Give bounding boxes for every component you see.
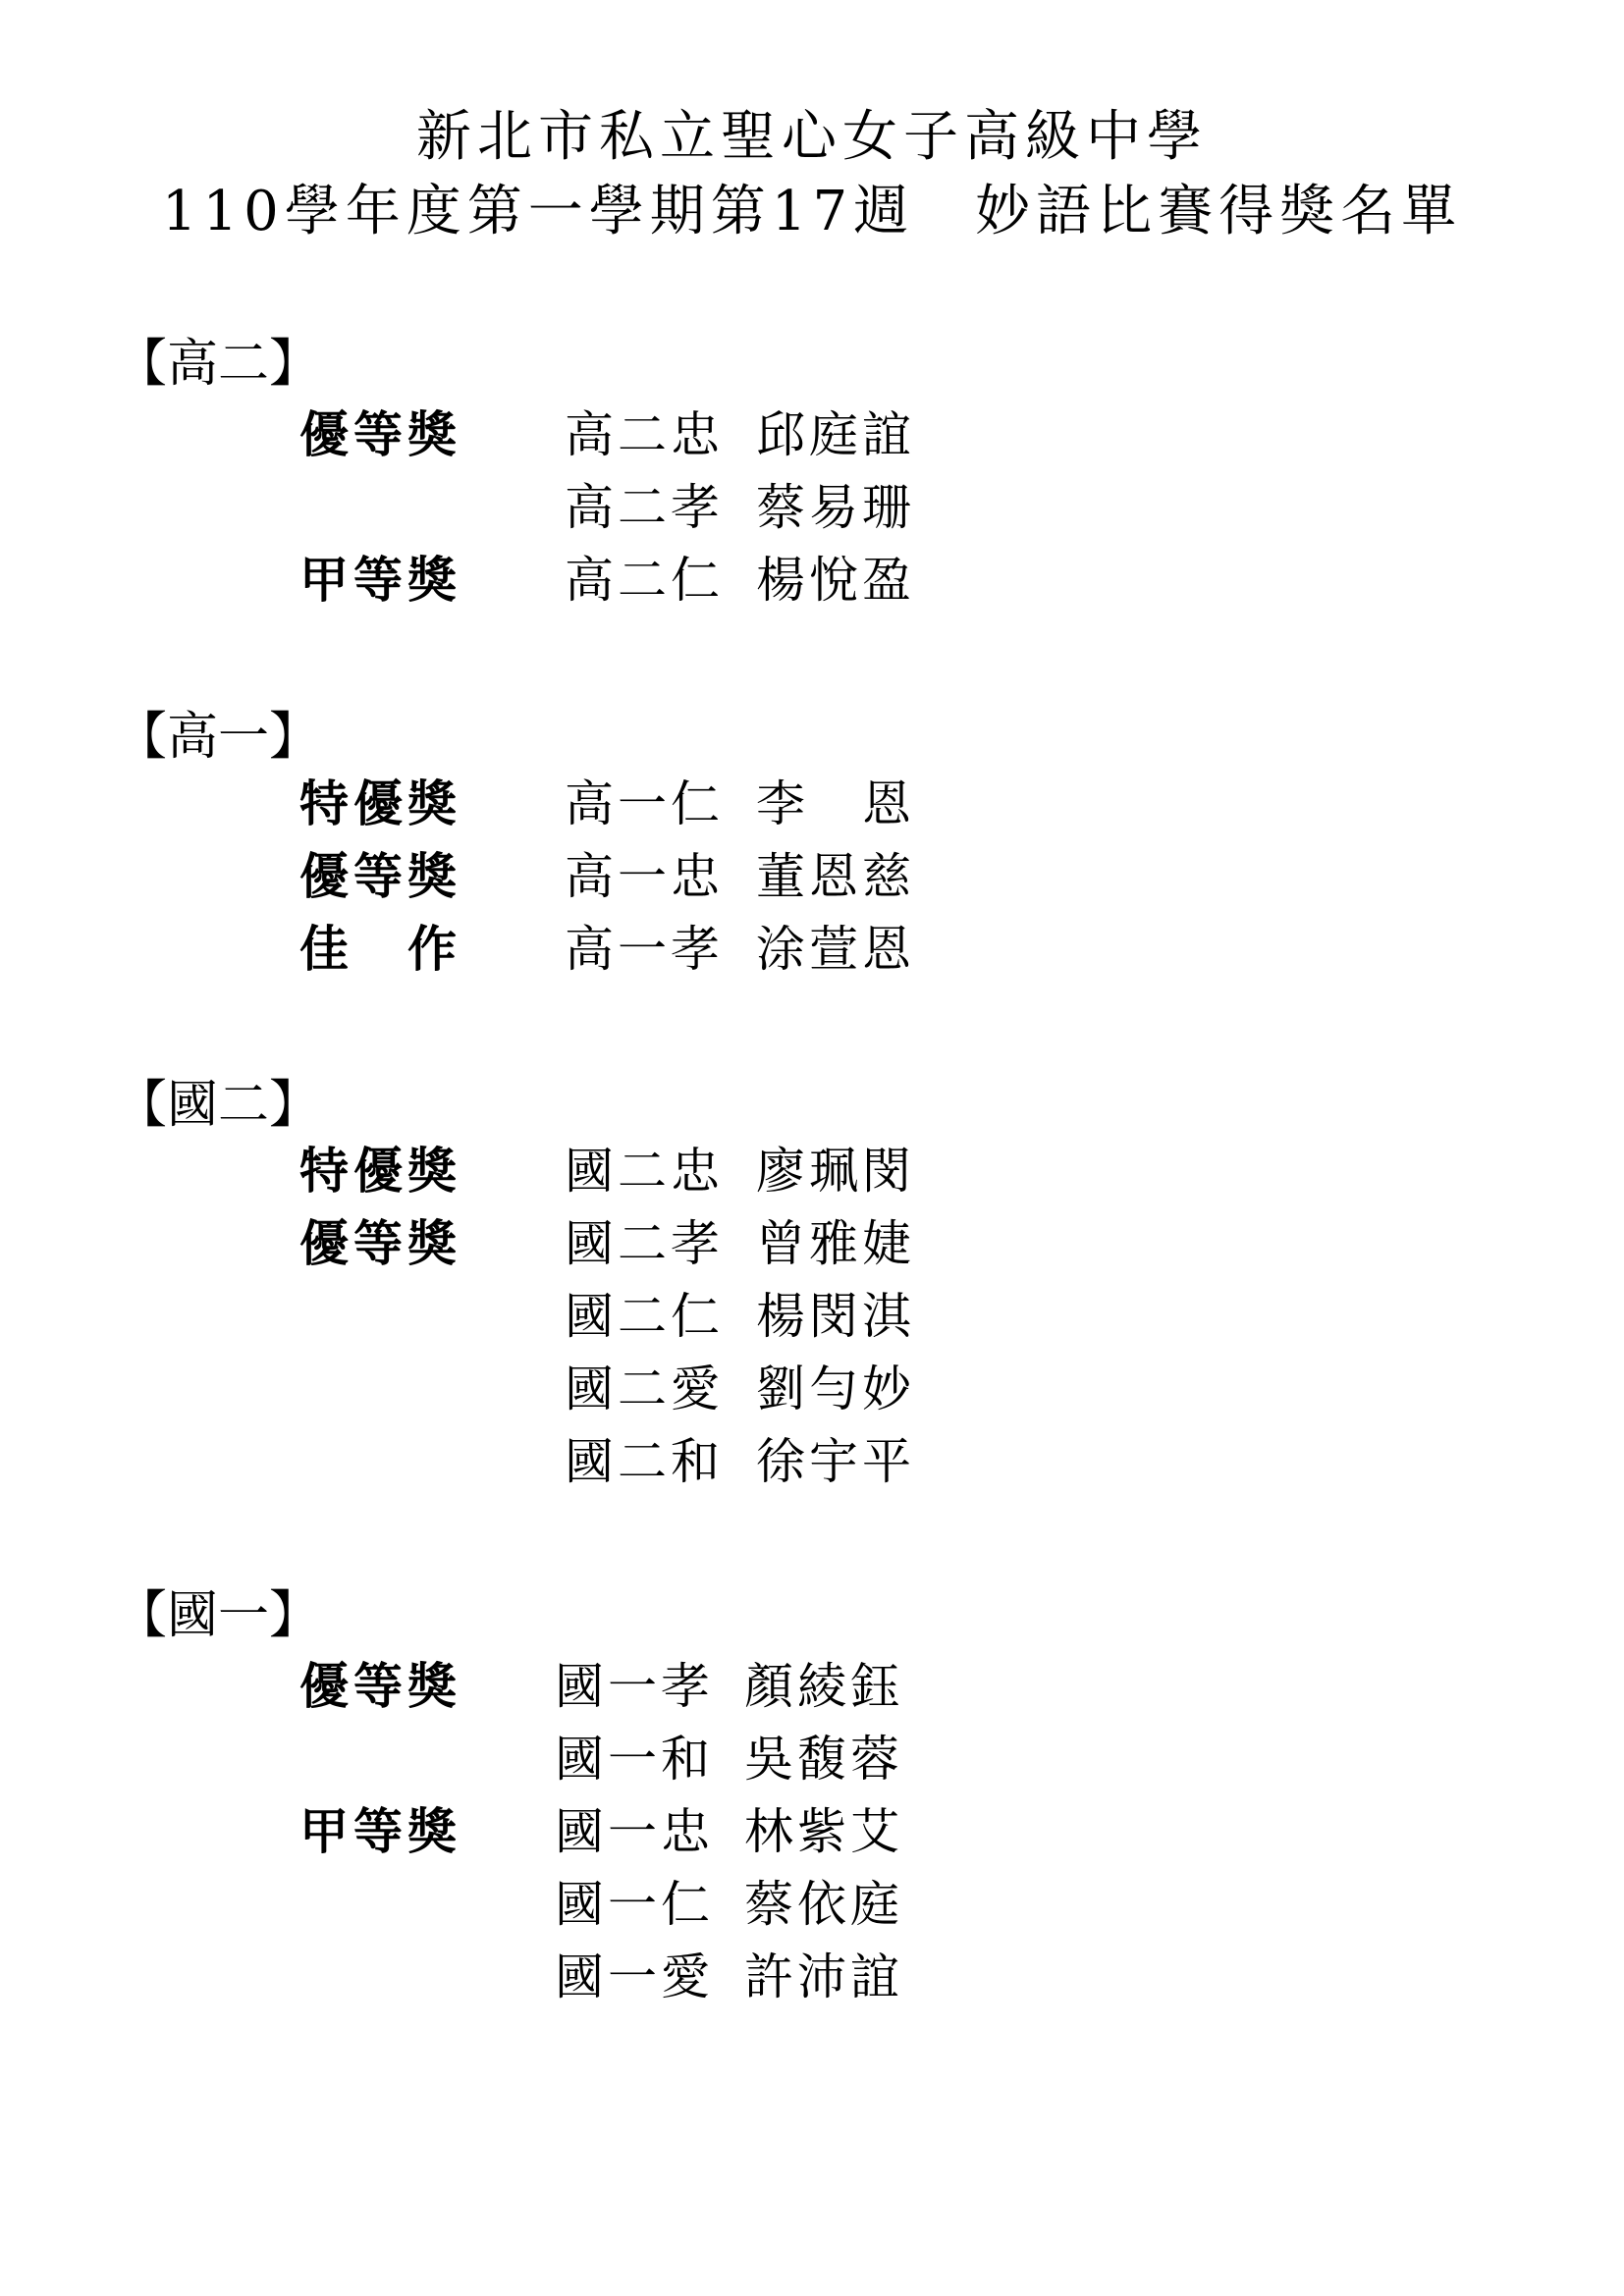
class-name: 國二愛 <box>565 1361 724 1417</box>
award-level-char: 獎 <box>407 1657 457 1715</box>
student-name: 顏綾鈺 <box>744 1658 903 1715</box>
class-name: 高一忠 <box>565 848 724 905</box>
class-name: 國二忠 <box>565 1143 724 1200</box>
class-name: 國一和 <box>555 1731 714 1788</box>
student-name: 林紫艾 <box>744 1803 903 1860</box>
student-name: 楊悅盈 <box>756 552 915 609</box>
award-level-char: 優 <box>353 774 403 832</box>
award-level-char: 佳 <box>299 920 349 978</box>
award-level-char: 等 <box>353 405 403 463</box>
student-name: 董恩慈 <box>756 848 915 905</box>
award-level-char: 優 <box>299 405 349 463</box>
student-name: 曾雅婕 <box>756 1215 915 1272</box>
student-name: 吳馥蓉 <box>744 1731 903 1788</box>
award-level-char: 獎 <box>407 551 457 609</box>
section-heading: 【高一】 <box>116 708 321 767</box>
award-level-char: 特 <box>299 774 349 832</box>
award-level-char: 優 <box>353 1142 403 1200</box>
school-name-title: 新北市私立聖心女子高級中學 <box>416 105 1208 169</box>
award-level-char: 甲 <box>299 1802 349 1860</box>
award-level-char: 優 <box>299 847 349 905</box>
class-name: 高二仁 <box>565 552 724 609</box>
award-level-char: 優 <box>299 1657 349 1715</box>
class-name: 國二孝 <box>565 1215 724 1272</box>
award-level-char: 獎 <box>407 1214 457 1272</box>
award-level-char: 甲 <box>299 551 349 609</box>
award-level-char: 等 <box>353 847 403 905</box>
award-level-char: 獎 <box>407 774 457 832</box>
award-level-char: 等 <box>353 1214 403 1272</box>
class-name: 高二忠 <box>565 406 724 463</box>
class-name: 高二孝 <box>565 479 724 536</box>
award-level-char: 等 <box>353 551 403 609</box>
student-name: 蔡依庭 <box>744 1876 903 1933</box>
award-level-char: 等 <box>353 1802 403 1860</box>
award-level-char: 等 <box>353 1657 403 1715</box>
award-list-title: 110學年度第一學期第17週 妙語比賽得獎名單 <box>161 180 1463 243</box>
class-name: 國一孝 <box>555 1658 714 1715</box>
award-level-char: 獎 <box>407 847 457 905</box>
award-level-char: 獎 <box>407 1802 457 1860</box>
student-name: 邱庭誼 <box>756 406 915 463</box>
award-level-char: 獎 <box>407 405 457 463</box>
award-level <box>299 1802 457 1861</box>
class-name: 國一忠 <box>555 1803 714 1860</box>
award-level-char: 特 <box>299 1142 349 1200</box>
section-heading: 【國一】 <box>116 1586 321 1645</box>
award-level <box>299 1657 457 1716</box>
class-name: 高一孝 <box>565 921 724 978</box>
class-name: 國一仁 <box>555 1876 714 1933</box>
section-heading: 【國二】 <box>116 1076 321 1135</box>
section-heading: 【高二】 <box>116 335 321 394</box>
award-level <box>299 774 457 833</box>
award-level-char: 獎 <box>407 1142 457 1200</box>
student-name: 劉勻妙 <box>756 1361 915 1417</box>
student-name: 徐宇平 <box>756 1433 915 1490</box>
award-level <box>299 847 457 906</box>
award-level <box>299 1142 457 1201</box>
class-name: 國二仁 <box>565 1288 724 1345</box>
student-name: 許沛誼 <box>744 1949 903 2005</box>
student-name: 李 恩 <box>756 775 915 832</box>
award-level-char: 作 <box>407 920 457 978</box>
class-name: 國一愛 <box>555 1949 714 2005</box>
class-name: 國二和 <box>565 1433 724 1490</box>
award-level-char: 優 <box>299 1214 349 1272</box>
student-name: 楊閔淇 <box>756 1288 915 1345</box>
student-name: 蔡易珊 <box>756 479 915 536</box>
student-name: 廖珮閔 <box>756 1143 915 1200</box>
award-level <box>299 405 457 464</box>
student-name: 涂萱恩 <box>756 921 915 978</box>
award-level <box>299 1214 457 1273</box>
award-level <box>299 551 457 610</box>
award-level <box>299 920 457 979</box>
class-name: 高一仁 <box>565 775 724 832</box>
